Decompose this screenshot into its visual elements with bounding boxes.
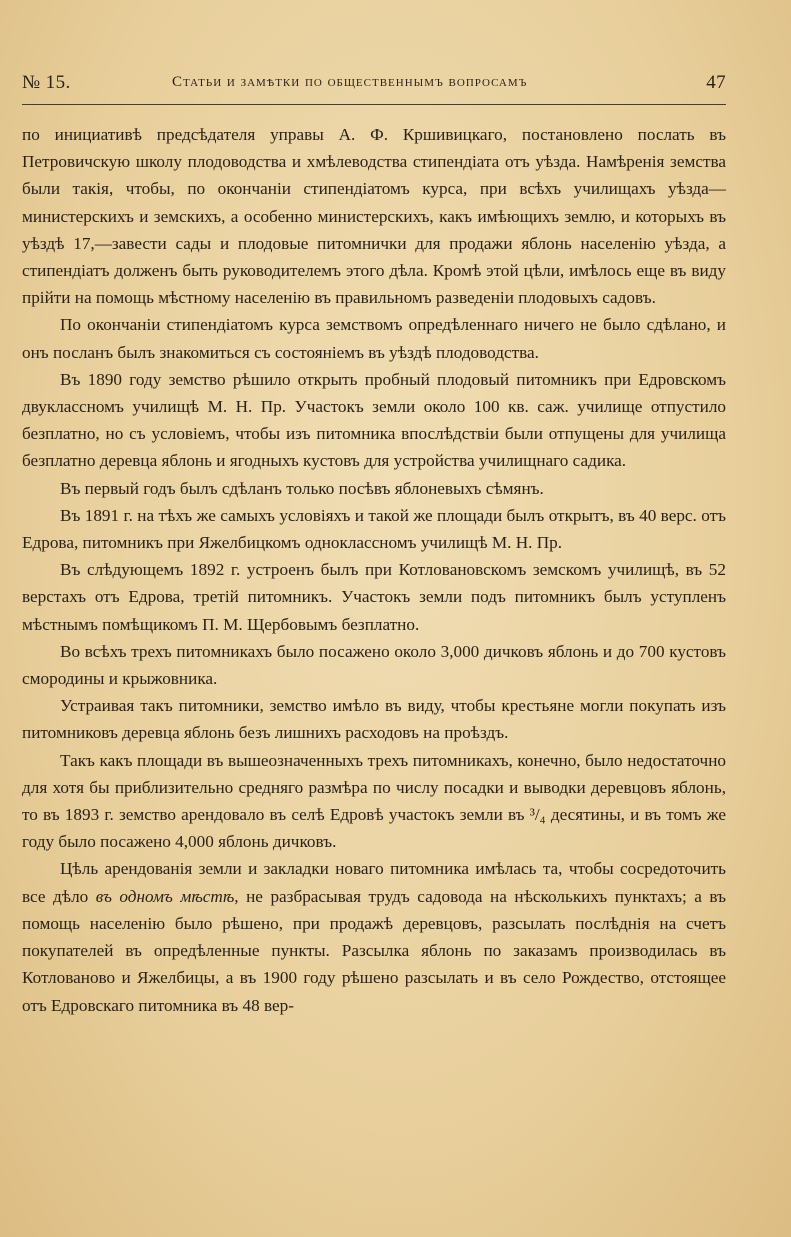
italic-emphasis: въ одномъ мѣстѣ, bbox=[95, 886, 239, 906]
paragraph: Въ слѣдующемъ 1892 г. устроенъ былъ при Котловановскомъ земскомъ училищѣ, въ 52 верстахъ отъ Едрова, третій питомникъ. Участокъ земли подъ питомникъ былъ уступленъ мѣстнымъ помѣщикомъ П. М. Щербовымъ безплатно. bbox=[22, 560, 726, 634]
paragraph: По окончаніи стипендіатомъ курса земствомъ опредѣленнаго ничего не было сдѣлано, и онъ посланъ былъ знакомиться съ состояніемъ въ уѣздѣ плодоводства. bbox=[22, 315, 726, 362]
section-title: Статьи и замѣтки по общественнымъ вопросамъ bbox=[172, 74, 528, 90]
running-header bbox=[22, 72, 726, 98]
paragraph-last bbox=[22, 855, 726, 1018]
paragraph: по инициативѣ предсѣдателя управы А. Ф. Кршивицкаго, постановлено послать въ Петровичскую школу плодоводства и хмѣлеводства стипендіата отъ уѣзда. Намѣренія земства были такія, чтобы, по окончаніи стипендіатомъ курса, при всѣхъ училищахъ уѣзда—министерскихъ и земскихъ, а особенно министерскихъ, какъ имѣющихъ землю, и которыхъ въ уѣздѣ 17,—завести сады и плодовые питомнички для продажи яблонь населенію уѣзда, а стипендіатъ долженъ быть руководителемъ этого дѣла. Кромѣ этой цѣли, имѣлось еще въ виду прійти на помощь мѣстному населенію въ правильномъ разведеніи плодовыхъ садовъ. bbox=[22, 125, 726, 308]
paragraph: Въ 1890 году земство рѣшило открыть пробный плодовый питомникъ при Едровскомъ двуклассномъ училищѣ М. Н. Пр. Участокъ земли около 100 кв. саж. училище отпустило безплатно, но съ условіемъ, чтобы изъ питомника впослѣдствіи были отпущены для училища безплатно деревца яблонь и ягодныхъ кустовъ для устройства училищнаго садика. bbox=[22, 369, 726, 471]
header-rule bbox=[22, 104, 726, 105]
paragraph: Въ первый годъ былъ сдѣланъ только посѣвъ яблоневыхъ сѣмянъ. bbox=[60, 478, 544, 498]
text-run: Цѣль арендованія земли и закладки новаго питомника имѣлась та, чтобы сосредоточить все дѣло bbox=[22, 859, 726, 906]
paragraph: Во всѣхъ трехъ питомникахъ было посажено около 3,000 дичковъ яблонь и до 700 кустовъ смородины и крыжовника. bbox=[22, 641, 726, 689]
text-run: не разбрасывая трудъ садовода на нѣсколькихъ пунктахъ; а въ помощь населенію было рѣшено, при продажѣ деревцовъ, разсылать послѣднія на счетъ покупателей въ опредѣленные пункты. Разсылка яблонь по заказамъ производилась въ Котлованово и Яжелбицы, а въ 1900 году рѣшено разсылать и въ село Рождество, отстоящее отъ Едровскаго питомника въ 48 вер- bbox=[22, 886, 726, 1015]
page-number: 47 bbox=[706, 72, 726, 93]
paragraph: Въ 1891 г. на тѣхъ же самыхъ условіяхъ и такой же площади былъ открытъ, въ 40 верс. отъ Едрова, питомникъ при Яжелбицкомъ одноклассномъ училищѣ М. Н. Пр. bbox=[22, 505, 726, 553]
paragraph: Такъ какъ площади въ вышеозначенныхъ трехъ питомникахъ, конечно, было недостаточно для хотя бы приблизительно средняго размѣра по числу посадки и выводки деревцовъ яблонь, то въ 1893 г. земство арендовало въ селѣ Едровѣ участокъ земли въ ³/₄ десятины, и въ томъ же году было посажено 4,000 яблонь дичковъ. bbox=[22, 750, 726, 852]
article-text bbox=[22, 121, 726, 1019]
paragraph: Устраивая такъ питомники, земство имѣло въ виду, чтобы крестьяне могли покупать изъ питомниковъ деревца яблонь безъ лишнихъ расходовъ на проѣздъ. bbox=[22, 696, 726, 743]
issue-number: № 15. bbox=[22, 72, 71, 93]
